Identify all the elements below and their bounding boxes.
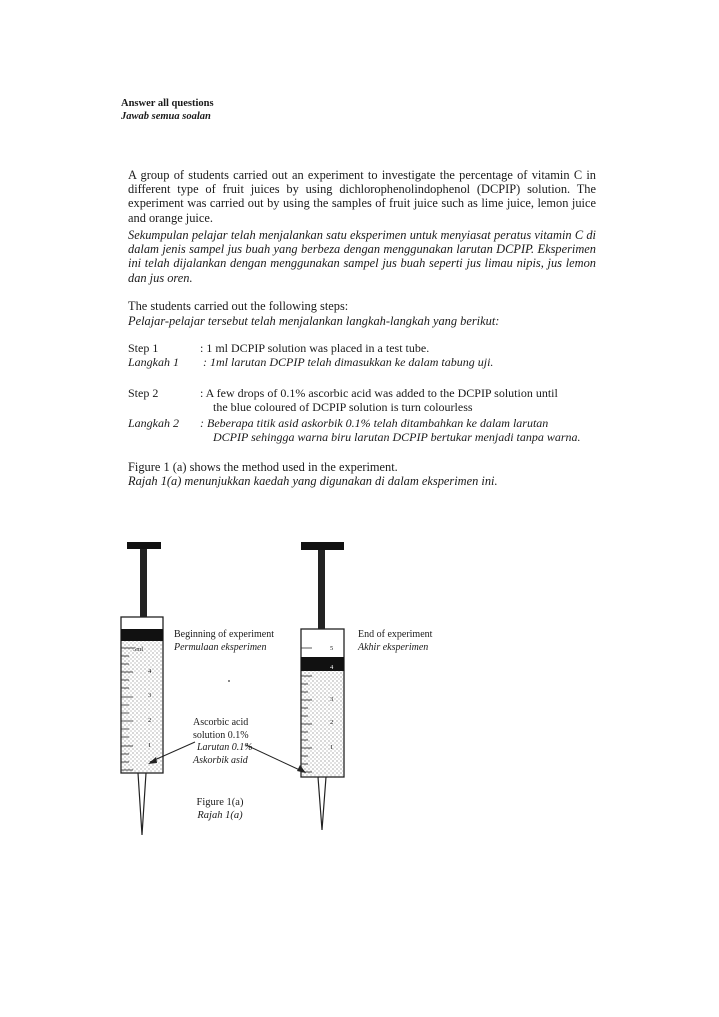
right-plunger-stopper [301,657,344,671]
instruction-malay: Jawab semua soalan [121,111,211,122]
left-dcpip-liquid [122,641,162,772]
step-2-label: Step 2 [128,386,159,400]
ascorbic-acid-label [193,717,253,767]
figure-caption-malay: Rajah 1(a) [197,810,243,821]
left-mark-4: 4 [148,668,152,675]
step-2-text-malay-line-2: DCPIP sehingga warna biru larutan DCPIP bertukar menjadi tanpa warna. [213,430,581,444]
right-plunger-handle [301,542,344,550]
right-mark-4: 4 [330,664,334,671]
right-plunger-rod [318,550,325,642]
steps-intro-malay: Pelajar-pelajar tersebut telah menjalankan langkah-langkah yang berikut: [128,314,500,328]
figure-caption-english: Figure 1(a) [196,797,244,808]
left-mark-5: 5ml [133,646,144,653]
intro-paragraph-english: A group of students carried out an experiment to investigate the percentage of vitamin C in different type of fruit juices by using dichlorophenolindophenol (DCPIP) solution. The experiment was carried out by using the samples of fruit juice such as lime juice, lemon juice and orange juice. [128,168,596,225]
figure-intro-english: Figure 1 (a) shows the method used in the experiment. [128,460,398,474]
ascorbic-acid-line-1: Ascorbic acid [193,717,249,728]
steps-intro-english: The students carried out the following steps: [128,299,349,313]
left-mark-1: 1 [148,742,152,749]
step-2-label-malay: Langkah 2 [128,416,179,430]
right-mark-1: 1 [330,744,334,751]
step-2-text-line-2: the blue coloured of DCPIP solution is turn colourless [213,400,473,414]
figure-caption [180,796,260,822]
step-1-label-malay: Langkah 1 [128,355,179,369]
figure-intro-malay: Rajah 1(a) menunjukkan kaedah yang digunakan di dalam eksperimen ini. [128,474,498,488]
step-1-text-malay: : 1ml larutan DCPIP telah dimasukkan ke dalam tabung uji. [203,355,494,369]
left-plunger-handle [127,542,161,549]
right-label-arrow-line [246,745,304,772]
beginning-label-english: Beginning of experiment [174,629,274,640]
right-needle [318,777,326,830]
left-mark-2: 2 [148,717,152,724]
step-2-text-malay-line-1: : Beberapa titik asid askorbik 0.1% telah ditambahkan ke dalam larutan [200,416,549,430]
right-mixed-liquid [302,671,343,776]
step-1-label: Step 1 [128,341,159,355]
left-plunger-stopper [121,629,163,641]
right-mark-2: 2 [330,719,334,726]
right-syringe [246,542,344,830]
right-mark-5: 5 [330,645,334,652]
left-needle [138,773,146,835]
ascorbic-acid-malay-line-1: Larutan 0.1% [197,742,253,753]
left-mark-3: 3 [148,692,152,699]
intro-paragraph-malay: Sekumpulan pelajar telah menjalankan satu eksperimen untuk menyiasat peratus vitamin C di dalam jenis sampel jus buah yang berbeza dengan menggunakan larutan DCPIP. Eksperimen ini telah dijalankan dengan menggunakan sampel jus buah seperti jus limau nipis, jus lemon dan jus oren. [128,228,596,285]
end-label-malay: Akhir eksperimen [358,641,429,653]
left-syringe [121,542,195,835]
stray-dot [228,680,230,682]
step-1-text: : 1 ml DCPIP solution was placed in a test tube. [200,341,430,355]
instruction-english: Answer all questions [121,98,214,109]
end-label [358,629,432,654]
ascorbic-acid-line-2: solution 0.1% [193,729,249,741]
end-label-english: End of experiment [358,629,433,640]
beginning-label [174,629,274,654]
beginning-label-malay: Permulaan eksperimen [174,641,267,653]
step-2-text-line-1: : A few drops of 0.1% ascorbic acid was added to the DCPIP solution until [200,386,558,400]
ascorbic-acid-malay-line-2: Askorbik asid [193,754,248,766]
right-mark-3: 3 [330,696,334,703]
